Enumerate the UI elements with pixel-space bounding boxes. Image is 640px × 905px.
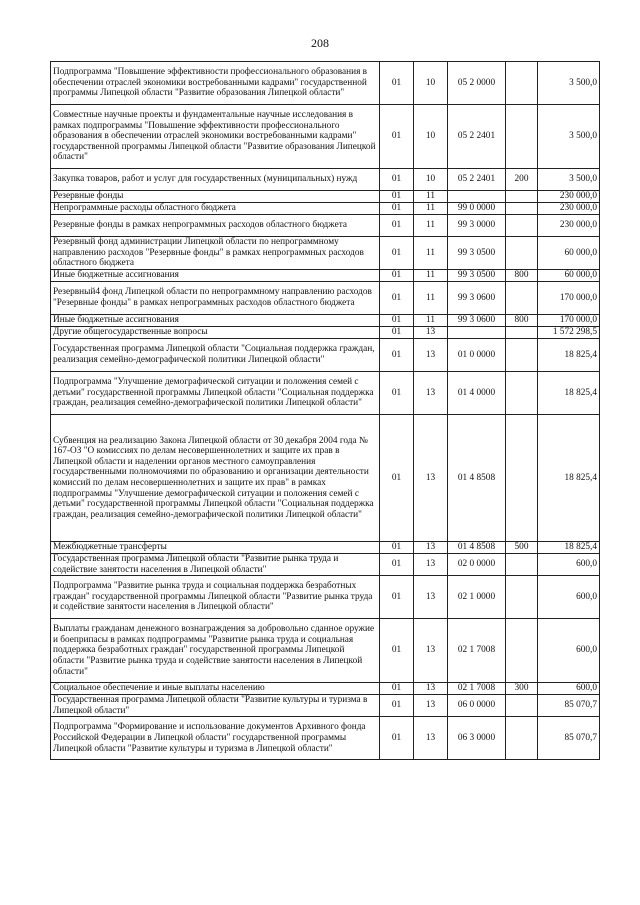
cell-expense-type: 500 xyxy=(506,542,538,554)
table-row xyxy=(51,62,600,105)
cell-amount: 60 000,0 xyxy=(538,237,600,270)
cell-subsection: 11 xyxy=(414,215,448,237)
cell-expense-type xyxy=(506,215,538,237)
table-row xyxy=(51,215,600,237)
cell-expense-type: 300 xyxy=(506,683,538,695)
cell-subsection: 13 xyxy=(414,327,448,339)
cell-target-article: 02 0 0000 xyxy=(448,554,506,576)
cell-target-article xyxy=(448,191,506,203)
cell-name: Иные бюджетные ассигнования xyxy=(51,270,380,282)
cell-name: Подпрограмма "Формирование и использование документов Архивного фонда Российской Федерации в Липецкой области" государственной программы Липецкой области "Развитие культуры и туризма в Липецкой области" xyxy=(51,717,380,760)
cell-subsection: 11 xyxy=(414,270,448,282)
table-row xyxy=(51,327,600,339)
cell-target-article: 99 3 0600 xyxy=(448,315,506,327)
cell-subsection: 11 xyxy=(414,315,448,327)
cell-subsection: 11 xyxy=(414,282,448,315)
cell-expense-type: 800 xyxy=(506,315,538,327)
cell-section: 01 xyxy=(380,237,414,270)
cell-target-article: 01 4 8508 xyxy=(448,415,506,542)
table-row xyxy=(51,191,600,203)
cell-subsection: 13 xyxy=(414,576,448,619)
cell-expense-type xyxy=(506,619,538,683)
budget-table-body xyxy=(51,62,600,760)
cell-target-article: 06 0 0000 xyxy=(448,695,506,717)
cell-subsection: 13 xyxy=(414,339,448,372)
cell-subsection: 13 xyxy=(414,415,448,542)
cell-target-article: 05 2 0000 xyxy=(448,62,506,105)
cell-name: Подпрограмма "Развитие рынка труда и социальная поддержка безработных граждан" государственной программы Липецкой области "Развитие рынка труда и содействие занятости населения в Липецкой области" xyxy=(51,576,380,619)
table-row xyxy=(51,542,600,554)
cell-name: Закупка товаров, работ и услуг для государственных (муниципальных) нужд xyxy=(51,169,380,191)
cell-section: 01 xyxy=(380,695,414,717)
cell-subsection: 13 xyxy=(414,695,448,717)
table-row xyxy=(51,105,600,169)
cell-target-article: 06 3 0000 xyxy=(448,717,506,760)
cell-section: 01 xyxy=(380,270,414,282)
table-row xyxy=(51,415,600,542)
cell-expense-type xyxy=(506,62,538,105)
cell-amount: 600,0 xyxy=(538,619,600,683)
table-row xyxy=(51,339,600,372)
table-row xyxy=(51,237,600,270)
cell-target-article: 99 3 0000 xyxy=(448,215,506,237)
cell-target-article: 99 3 0500 xyxy=(448,237,506,270)
cell-target-article: 01 4 0000 xyxy=(448,372,506,415)
cell-target-article xyxy=(448,327,506,339)
cell-expense-type xyxy=(506,237,538,270)
table-row xyxy=(51,315,600,327)
table-row xyxy=(51,203,600,215)
cell-expense-type xyxy=(506,695,538,717)
table-row xyxy=(51,270,600,282)
cell-subsection: 13 xyxy=(414,372,448,415)
cell-expense-type: 800 xyxy=(506,270,538,282)
table-row xyxy=(51,554,600,576)
cell-section: 01 xyxy=(380,372,414,415)
cell-subsection: 13 xyxy=(414,554,448,576)
cell-target-article: 01 4 8508 xyxy=(448,542,506,554)
cell-section: 01 xyxy=(380,169,414,191)
cell-target-article: 01 0 0000 xyxy=(448,339,506,372)
cell-target-article: 02 1 7008 xyxy=(448,619,506,683)
cell-expense-type: 200 xyxy=(506,169,538,191)
cell-expense-type xyxy=(506,576,538,619)
cell-section: 01 xyxy=(380,327,414,339)
cell-amount: 85 070,7 xyxy=(538,695,600,717)
cell-section: 01 xyxy=(380,203,414,215)
cell-subsection: 10 xyxy=(414,169,448,191)
cell-amount: 85 070,7 xyxy=(538,717,600,760)
cell-amount: 3 500,0 xyxy=(538,62,600,105)
cell-subsection: 13 xyxy=(414,619,448,683)
cell-expense-type xyxy=(506,327,538,339)
cell-subsection: 10 xyxy=(414,105,448,169)
table-row xyxy=(51,619,600,683)
cell-expense-type xyxy=(506,282,538,315)
cell-name: Межбюджетные трансферты xyxy=(51,542,380,554)
cell-amount: 170 000,0 xyxy=(538,315,600,327)
table-row xyxy=(51,372,600,415)
cell-section: 01 xyxy=(380,576,414,619)
table-row xyxy=(51,282,600,315)
cell-expense-type xyxy=(506,191,538,203)
cell-section: 01 xyxy=(380,191,414,203)
cell-section: 01 xyxy=(380,105,414,169)
cell-subsection: 13 xyxy=(414,542,448,554)
cell-target-article: 99 3 0500 xyxy=(448,270,506,282)
cell-amount: 230 000,0 xyxy=(538,215,600,237)
cell-section: 01 xyxy=(380,683,414,695)
cell-name: Другие общегосударственные вопросы xyxy=(51,327,380,339)
cell-name: Резервный4 фонд Липецкой области по непрограммному направлению расходов "Резервные фонды" в рамках непрограммных расходов областного бюджета xyxy=(51,282,380,315)
cell-amount: 18 825,4 xyxy=(538,542,600,554)
table-row xyxy=(51,169,600,191)
table-row xyxy=(51,576,600,619)
cell-section: 01 xyxy=(380,62,414,105)
cell-expense-type xyxy=(506,203,538,215)
cell-amount: 3 500,0 xyxy=(538,169,600,191)
cell-name: Выплаты гражданам денежного вознаграждения за добровольно сданное оружие и боеприпасы в рамках подпрограммы "Развитие рынка труда и социальная поддержка безработных граждан" государственной программы Липецкой области "Развитие рынка труда и содействие занятости населения в Липецкой области" xyxy=(51,619,380,683)
cell-expense-type xyxy=(506,717,538,760)
cell-amount: 600,0 xyxy=(538,683,600,695)
cell-name: Подпрограмма "Повышение эффективности профессионального образования в обеспечении отраслей экономики востребованными кадрами" государственной программы Липецкой области "Развитие образования Липецкой области" xyxy=(51,62,380,105)
cell-expense-type xyxy=(506,339,538,372)
cell-amount: 60 000,0 xyxy=(538,270,600,282)
cell-target-article: 99 0 0000 xyxy=(448,203,506,215)
cell-amount: 18 825,4 xyxy=(538,372,600,415)
cell-name: Государственная программа Липецкой области "Развитие культуры и туризма в Липецкой области" xyxy=(51,695,380,717)
cell-name: Подпрограмма "Улучшение демографической ситуации и положения семей с детьми" государственной программы Липецкой области "Социальная поддержка граждан, реализация семейно-демографической политики Липецкой области" xyxy=(51,372,380,415)
cell-amount: 170 000,0 xyxy=(538,282,600,315)
cell-name: Непрограммные расходы областного бюджета xyxy=(51,203,380,215)
cell-target-article: 02 1 7008 xyxy=(448,683,506,695)
cell-target-article: 05 2 2401 xyxy=(448,105,506,169)
cell-expense-type xyxy=(506,415,538,542)
cell-name: Социальное обеспечение и иные выплаты населению xyxy=(51,683,380,695)
cell-expense-type xyxy=(506,554,538,576)
cell-section: 01 xyxy=(380,339,414,372)
budget-table xyxy=(50,61,600,760)
cell-subsection: 11 xyxy=(414,191,448,203)
cell-name: Иные бюджетные ассигнования xyxy=(51,315,380,327)
cell-name: Совместные научные проекты и фундаментальные научные исследования в рамках подпрограммы "Повышение эффективности профессионального образования в обеспечении отраслей экономики востребованными кадрами" государственной программы Липецкой области "Развитие образования Липецкой области" xyxy=(51,105,380,169)
cell-subsection: 11 xyxy=(414,237,448,270)
cell-amount: 230 000,0 xyxy=(538,203,600,215)
cell-subsection: 10 xyxy=(414,62,448,105)
cell-subsection: 11 xyxy=(414,203,448,215)
table-row xyxy=(51,695,600,717)
cell-name: Субвенция на реализацию Закона Липецкой области от 30 декабря 2004 года № 167-ОЗ "О комиссиях по делам несовершеннолетних и защите их прав в Липецкой области и наделении органов местного самоуправления государственными полномочиями по образованию и организации деятельности комиссий по делам несовершеннолетних и защите их прав" в рамках подпрограммы "Улучшение демографической ситуации и положения семей с детьми" государственной программы Липецкой области "Социальная поддержка граждан, реализация семейно-демографической политики Липецкой области" xyxy=(51,415,380,542)
cell-amount: 600,0 xyxy=(538,554,600,576)
cell-section: 01 xyxy=(380,315,414,327)
cell-subsection: 13 xyxy=(414,683,448,695)
cell-section: 01 xyxy=(380,619,414,683)
cell-amount: 18 825,4 xyxy=(538,415,600,542)
cell-amount: 3 500,0 xyxy=(538,105,600,169)
cell-section: 01 xyxy=(380,542,414,554)
cell-name: Резервный фонд администрации Липецкой области по непрограммному направлению расходов "Резервные фонды" в рамках непрограммных расходов областного бюджета xyxy=(51,237,380,270)
cell-expense-type xyxy=(506,372,538,415)
cell-section: 01 xyxy=(380,215,414,237)
table-row xyxy=(51,717,600,760)
cell-name: Резервные фонды xyxy=(51,191,380,203)
cell-target-article: 05 2 2401 xyxy=(448,169,506,191)
cell-section: 01 xyxy=(380,554,414,576)
cell-name: Резервные фонды в рамках непрограммных расходов областного бюджета xyxy=(51,215,380,237)
cell-section: 01 xyxy=(380,415,414,542)
cell-amount: 230 000,0 xyxy=(538,191,600,203)
cell-target-article: 99 3 0600 xyxy=(448,282,506,315)
cell-section: 01 xyxy=(380,717,414,760)
cell-amount: 18 825,4 xyxy=(538,339,600,372)
cell-target-article: 02 1 0000 xyxy=(448,576,506,619)
cell-name: Государственная программа Липецкой области "Развитие рынка труда и содействие занятости населения в Липецкой области" xyxy=(51,554,380,576)
cell-section: 01 xyxy=(380,282,414,315)
cell-amount: 600,0 xyxy=(538,576,600,619)
cell-amount: 1 572 298,5 xyxy=(538,327,600,339)
table-row xyxy=(51,683,600,695)
cell-expense-type xyxy=(506,105,538,169)
cell-name: Государственная программа Липецкой области "Социальная поддержка граждан, реализация семейно-демографической политики Липецкой области" xyxy=(51,339,380,372)
page-number: 208 xyxy=(311,36,329,50)
cell-subsection: 13 xyxy=(414,717,448,760)
